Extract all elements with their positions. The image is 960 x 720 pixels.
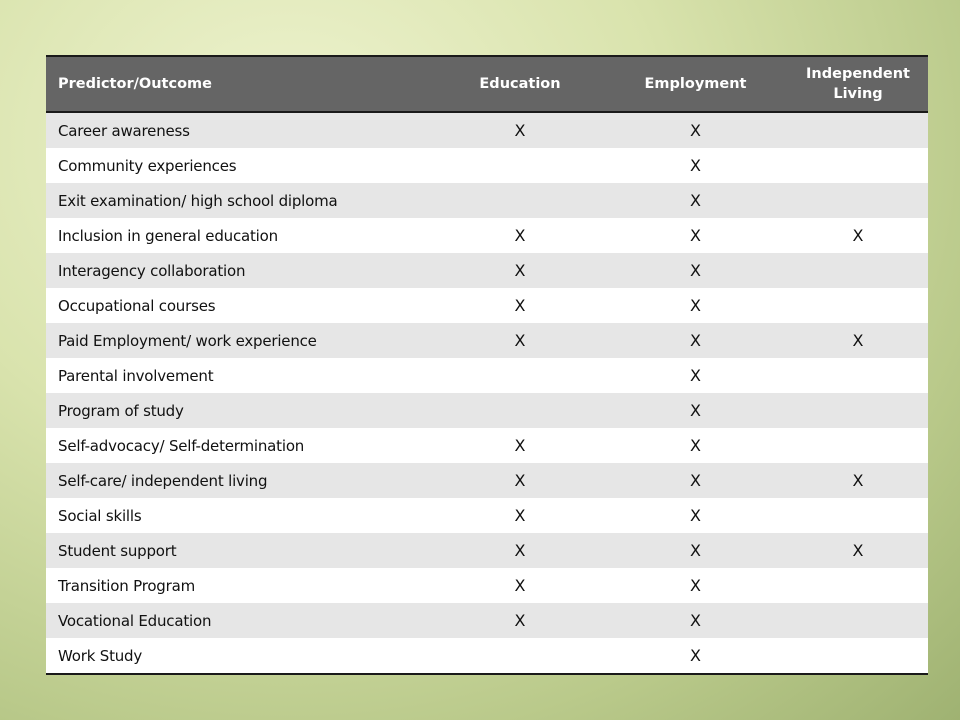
education-mark: X [437, 603, 603, 638]
employment-mark: X [603, 603, 788, 638]
header-predictor-outcome: Predictor/Outcome [46, 56, 437, 112]
predictor-outcome-table [46, 55, 928, 675]
table-row [46, 428, 928, 463]
employment-mark: X [603, 183, 788, 218]
employment-mark: X [603, 393, 788, 428]
predictor-cell: Self-advocacy/ Self-determination [46, 428, 437, 463]
table-row [46, 218, 928, 253]
table-row [46, 112, 928, 148]
employment-mark: X [603, 638, 788, 674]
header-independent-living: Independent Living [788, 56, 928, 112]
education-mark: X [437, 463, 603, 498]
table-header-row [46, 56, 928, 112]
education-mark [437, 183, 603, 218]
independent-living-mark: X [788, 463, 928, 498]
employment-mark: X [603, 533, 788, 568]
table-row [46, 323, 928, 358]
employment-mark: X [603, 568, 788, 603]
employment-mark: X [603, 498, 788, 533]
predictor-cell: Paid Employment/ work experience [46, 323, 437, 358]
employment-mark: X [603, 323, 788, 358]
education-mark: X [437, 253, 603, 288]
education-mark: X [437, 533, 603, 568]
predictor-cell: Career awareness [46, 112, 437, 148]
header-education: Education [437, 56, 603, 112]
independent-living-mark [788, 393, 928, 428]
employment-mark: X [603, 253, 788, 288]
table-row [46, 638, 928, 674]
independent-living-mark [788, 638, 928, 674]
independent-living-mark: X [788, 533, 928, 568]
predictor-cell: Occupational courses [46, 288, 437, 323]
independent-living-mark: X [788, 323, 928, 358]
independent-living-mark [788, 253, 928, 288]
independent-living-mark [788, 288, 928, 323]
table-row [46, 148, 928, 183]
predictor-cell: Student support [46, 533, 437, 568]
predictor-cell: Program of study [46, 393, 437, 428]
independent-living-mark [788, 148, 928, 183]
independent-living-mark [788, 428, 928, 463]
table-row [46, 393, 928, 428]
table-row [46, 288, 928, 323]
table-row [46, 463, 928, 498]
employment-mark: X [603, 112, 788, 148]
independent-living-mark [788, 568, 928, 603]
independent-living-mark [788, 603, 928, 638]
predictor-cell: Interagency collaboration [46, 253, 437, 288]
table-row [46, 603, 928, 638]
table-row [46, 498, 928, 533]
header-employment: Employment [603, 56, 788, 112]
education-mark: X [437, 568, 603, 603]
table-body [46, 112, 928, 674]
independent-living-mark [788, 358, 928, 393]
education-mark [437, 358, 603, 393]
education-mark [437, 148, 603, 183]
education-mark: X [437, 112, 603, 148]
education-mark: X [437, 323, 603, 358]
table-row [46, 533, 928, 568]
predictor-cell: Work Study [46, 638, 437, 674]
predictor-cell: Inclusion in general education [46, 218, 437, 253]
education-mark: X [437, 498, 603, 533]
education-mark: X [437, 218, 603, 253]
independent-living-mark: X [788, 218, 928, 253]
employment-mark: X [603, 218, 788, 253]
education-mark [437, 393, 603, 428]
table-row [46, 253, 928, 288]
independent-living-mark [788, 112, 928, 148]
predictor-cell: Exit examination/ high school diploma [46, 183, 437, 218]
table-row [46, 183, 928, 218]
predictor-cell: Self-care/ independent living [46, 463, 437, 498]
employment-mark: X [603, 288, 788, 323]
independent-living-mark [788, 183, 928, 218]
employment-mark: X [603, 463, 788, 498]
predictor-cell: Vocational Education [46, 603, 437, 638]
predictor-cell: Social skills [46, 498, 437, 533]
education-mark: X [437, 428, 603, 463]
table-row [46, 568, 928, 603]
employment-mark: X [603, 148, 788, 183]
predictor-cell: Transition Program [46, 568, 437, 603]
education-mark: X [437, 288, 603, 323]
employment-mark: X [603, 428, 788, 463]
independent-living-mark [788, 498, 928, 533]
predictor-cell: Parental involvement [46, 358, 437, 393]
employment-mark: X [603, 358, 788, 393]
table-row [46, 358, 928, 393]
predictor-cell: Community experiences [46, 148, 437, 183]
education-mark [437, 638, 603, 674]
